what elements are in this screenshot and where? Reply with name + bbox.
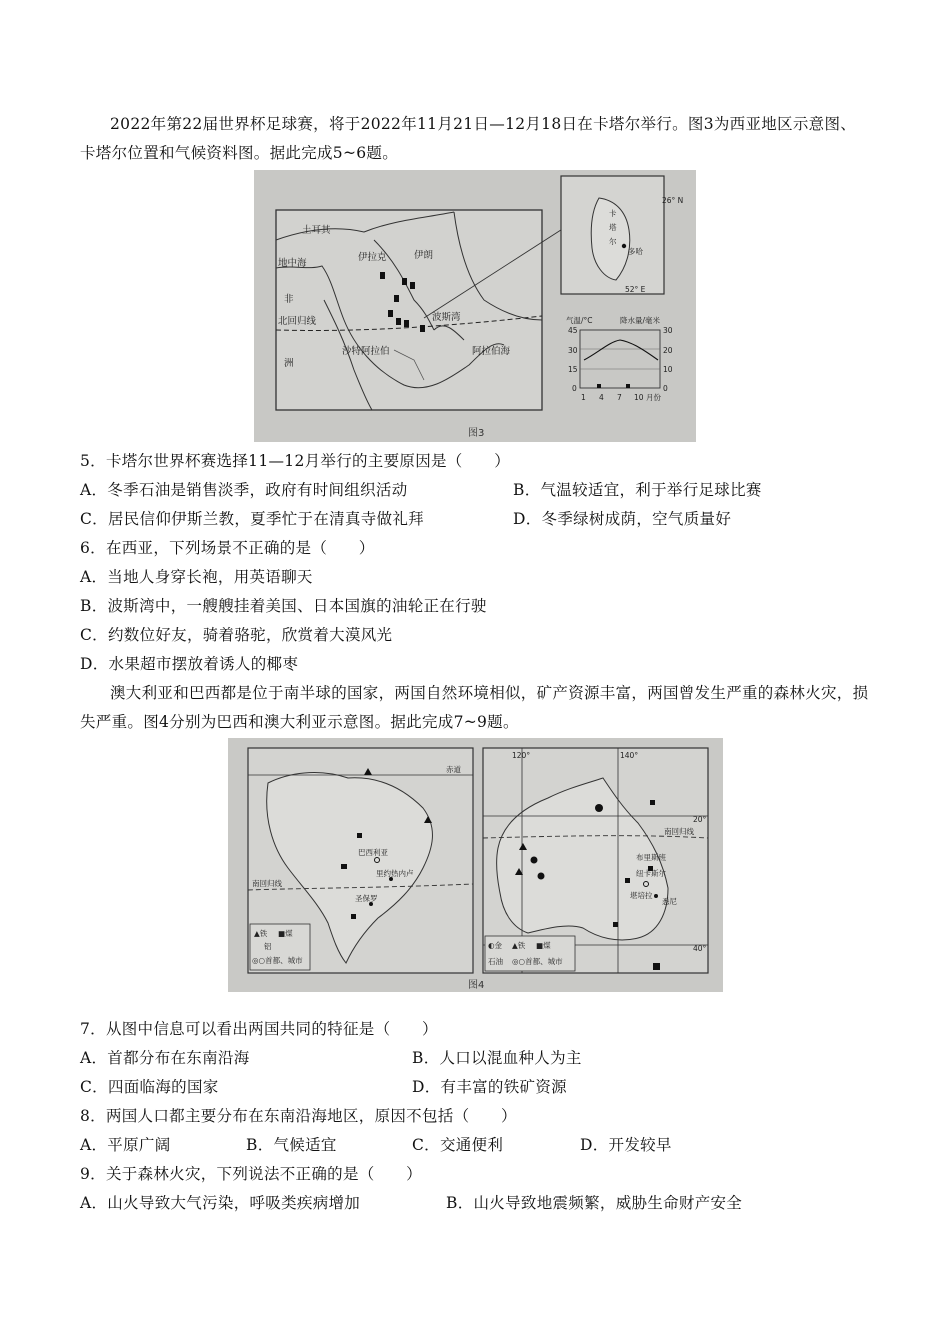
q5-option-c: C．居民信仰伊斯兰教，夏季忙于在清真寺做礼拜 <box>80 510 424 528</box>
australia-legend-iron: ▲铁 <box>512 941 526 950</box>
label-africa-a: 非 <box>284 294 294 305</box>
label-tropic-north: 北回归线 <box>278 316 317 327</box>
australia-lon-140: 140° <box>620 751 639 760</box>
label-turkey: 土耳其 <box>302 225 331 236</box>
climate-month-4: 4 <box>599 393 604 402</box>
label-mediterranean: 地中海 <box>278 258 307 269</box>
climate-right-30: 30 <box>663 326 673 335</box>
australia-brisbane-label: 布里斯班 <box>636 853 666 862</box>
q8-stem: 8．两国人口都主要分布在东南沿海地区，原因不包括（ ） <box>80 1107 517 1125</box>
brazil-legend-city: ◎○首都、城市 <box>252 956 303 965</box>
q7-option-d: D．有丰富的铁矿资源 <box>412 1078 567 1096</box>
q7-stem: 7．从图中信息可以看出两国共同的特征是（ ） <box>80 1020 438 1038</box>
label-iraq: 伊拉克 <box>358 252 387 263</box>
label-lon-52e: 52° E <box>625 285 646 294</box>
brazil-rio-label: 里约热内卢 <box>376 869 414 878</box>
q6-option-d: D．水果超市摆放着诱人的椰枣 <box>80 655 299 673</box>
climate-left-45: 45 <box>568 326 578 335</box>
climate-right-0: 0 <box>663 384 668 393</box>
australia-legend-gold: ◐金 <box>488 941 503 950</box>
australia-tropic-label: 南回归线 <box>664 827 694 836</box>
brazil-saopaulo-label: 圣保罗 <box>355 894 378 903</box>
brazil-capital-label: 巴西利亚 <box>358 848 388 857</box>
climate-left-0: 0 <box>572 384 577 393</box>
figure-3-caption: 图3 <box>468 428 485 439</box>
brazil-legend-aluminium: 铝 <box>264 942 272 951</box>
australia-lat-20: 20° <box>693 815 707 824</box>
label-africa-b: 洲 <box>284 358 294 369</box>
q5-option-b: B．气温较适宜，利于举行足球比赛 <box>513 481 762 499</box>
brazil-legend-iron: ▲铁 <box>254 929 268 938</box>
q9-stem: 9．关于森林火灾，下列说法不正确的是（ ） <box>80 1165 422 1183</box>
q8-option-b: B．气候适宜 <box>246 1136 337 1154</box>
australia-legend-coal: ■煤 <box>536 941 551 950</box>
figure-4-brazil-australia-map <box>228 738 723 992</box>
australia-lat-40: 40° <box>693 944 707 953</box>
brazil-equator-label: 赤道 <box>446 765 461 774</box>
australia-legend-oil: 石油 <box>488 957 503 966</box>
climate-month-10: 10 <box>634 393 644 402</box>
label-arabian-sea: 阿拉伯海 <box>472 346 511 357</box>
climate-month-1: 1 <box>581 393 586 402</box>
intro-paragraph-2: 澳大利亚和巴西都是位于南半球的国家，两国自然环境相似，矿产资源丰富，两国曾发生严重的森林火灾，损失严重。图4分别为巴西和澳大利亚示意图。据此完成7~9题。 <box>80 684 869 731</box>
label-saudi: 沙特阿拉伯 <box>342 346 390 357</box>
intro-paragraph-1: 2022年第22届世界杯足球赛，将于2022年11月21日—12月18日在卡塔尔举行。图3为西亚地区示意图、卡塔尔位置和气候资料图。据此完成5~6题。 <box>80 115 857 162</box>
q8-option-a: A．平原广阔 <box>80 1136 171 1154</box>
q7-option-b: B．人口以混血种人为主 <box>412 1049 582 1067</box>
q5-option-a: A．冬季石油是销售淡季，政府有时间组织活动 <box>80 481 408 499</box>
q8-option-c: C．交通便利 <box>412 1136 504 1154</box>
q6-stem: 6．在西亚，下列场景不正确的是（ ） <box>80 539 375 557</box>
climate-rain-label: 降水量/毫米 <box>620 316 661 325</box>
label-gulf: 波斯湾 <box>432 312 461 323</box>
climate-right-10: 10 <box>663 365 673 374</box>
climate-left-30: 30 <box>568 346 578 355</box>
q8-option-d: D．开发较早 <box>580 1136 672 1154</box>
q6-option-c: C．约数位好友，骑着骆驼，欣赏着大漠风光 <box>80 626 393 644</box>
figure-3-west-asia-map <box>254 170 696 442</box>
q6-option-b: B．波斯湾中，一艘艘挂着美国、日本国旗的油轮正在行驶 <box>80 597 487 615</box>
climate-month-label: 月份 <box>646 393 661 402</box>
australia-legend-city: ◎○首都、城市 <box>512 957 563 966</box>
q5-option-d: D．冬季绿树成荫，空气质量好 <box>513 510 732 528</box>
climate-right-20: 20 <box>663 346 673 355</box>
climate-left-15: 15 <box>568 365 578 374</box>
label-qatar-b: 塔 <box>609 223 617 232</box>
australia-sydney-label: 悉尼 <box>662 897 677 906</box>
australia-newcastle-label: 纽卡斯尔 <box>636 869 666 878</box>
label-iran: 伊朗 <box>414 250 434 261</box>
label-doha: 多哈 <box>628 247 643 256</box>
brazil-tropic-label: 南回归线 <box>252 879 282 888</box>
figure-4-caption: 图4 <box>468 980 485 991</box>
q7-option-c: C．四面临海的国家 <box>80 1078 219 1096</box>
climate-month-7: 7 <box>617 393 622 402</box>
q9-option-b: B．山火导致地震频繁，威胁生命财产安全 <box>446 1194 743 1212</box>
brazil-legend-coal: ■煤 <box>278 929 293 938</box>
australia-lon-120: 120° <box>512 751 531 760</box>
label-qatar-a: 卡 <box>609 209 617 218</box>
label-lat-26n: 26° N <box>662 196 684 205</box>
q9-option-a: A．山火导致大气污染，呼吸类疾病增加 <box>80 1194 361 1212</box>
q7-option-a: A．首都分布在东南沿海 <box>80 1049 250 1067</box>
q5-stem: 5．卡塔尔世界杯赛选择11—12月举行的主要原因是（ ） <box>80 452 511 470</box>
label-qatar-c: 尔 <box>609 237 617 246</box>
australia-canberra-label: 堪培拉 <box>630 891 653 900</box>
q6-option-a: A．当地人身穿长袍，用英语聊天 <box>80 568 313 586</box>
climate-temp-label: 气温/°C <box>566 316 593 325</box>
